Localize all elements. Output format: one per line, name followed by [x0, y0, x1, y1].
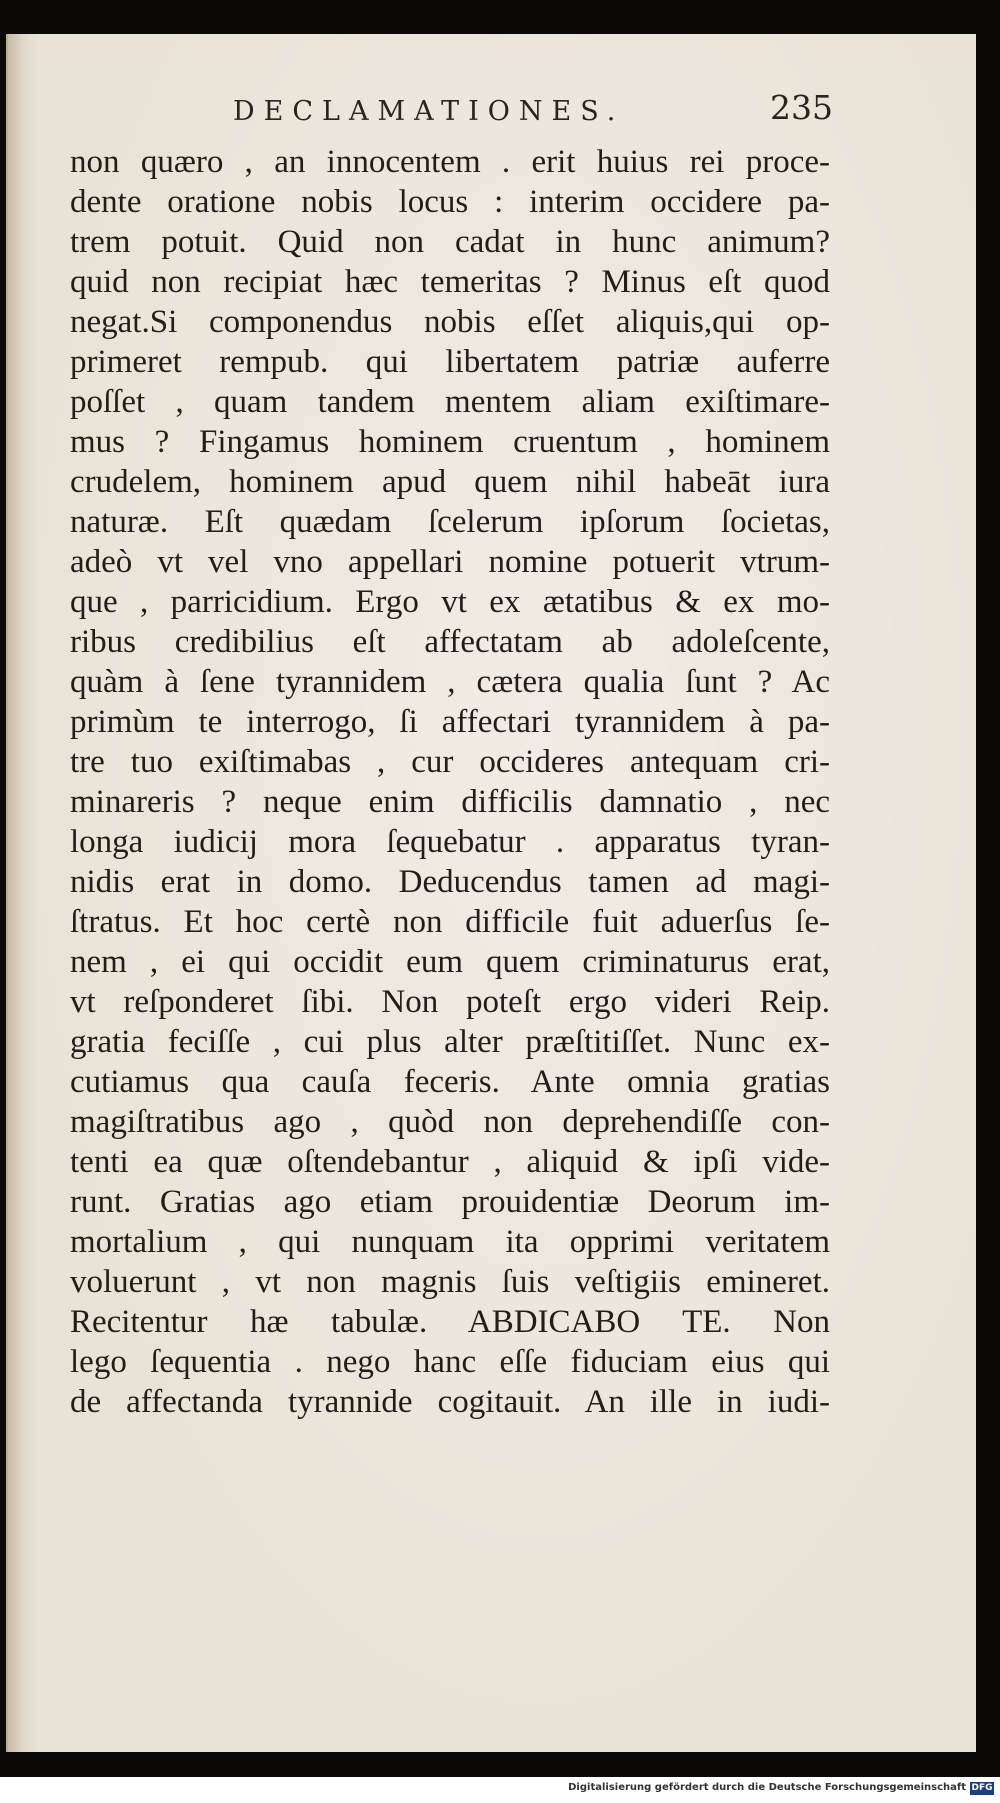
text-line: primùm te interrogo, ſi affectari tyrannidem à pa-: [70, 704, 830, 740]
text-line: runt. Gratias ago etiam prouidentiæ Deorum im-: [70, 1184, 830, 1220]
text-line: ſtratus. Et hoc certè non difficile fuit aduerſus ſe-: [70, 904, 830, 940]
text-line: cutiamus qua cauſa feceris. Ante omnia gratias: [70, 1064, 830, 1100]
text-line: tre tuo exiſtimabas , cur occideres antequam cri-: [70, 744, 830, 780]
text-line: adeò vt vel vno appellari nomine potuerit vtrum-: [70, 544, 830, 580]
text-line: vt reſponderet ſibi. Non poteſt ergo videri Reip.: [70, 984, 830, 1020]
text-line: quàm à ſene tyrannidem , cætera qualia ſunt ? Ac: [70, 664, 830, 700]
dfg-logo: DFG: [971, 1783, 993, 1793]
text-line: dente oratione nobis locus : interim occidere pa-: [70, 184, 830, 220]
text-line: Recitentur hæ tabulæ. ABDICABO TE. Non: [70, 1304, 830, 1340]
text-line: ribus credibilius eſt affectatam ab adoleſcente,: [70, 624, 830, 660]
text-line: non quæro , an innocentem . erit huius rei proce-: [70, 144, 830, 180]
text-line: negat.Si componendus nobis eſſet aliquis,qui op-: [70, 304, 830, 340]
text-line: de affectanda tyrannide cogitauit. An ille in iudi-: [70, 1384, 830, 1420]
text-line: nem , ei qui occidit eum quem criminaturus erat,: [70, 944, 830, 980]
text-line: trem potuit. Quid non cadat in hunc animum?: [70, 224, 830, 260]
book-page: [6, 34, 976, 1752]
text-line: que , parricidium. Ergo vt ex ætatibus & ex mo-: [70, 584, 830, 620]
text-line: longa iudicij mora ſequebatur . apparatus tyran-: [70, 824, 830, 860]
funding-credit: Digitalisierung gefördert durch die Deutsche Forschungsgemeinschaft: [568, 1782, 966, 1793]
text-line: gratia feciſſe , cui plus alter præſtitiſſet. Nunc ex-: [70, 1024, 830, 1060]
text-line: magiſtratibus ago , quòd non deprehendiſſe con-: [70, 1104, 830, 1140]
text-line: minareris ? neque enim difficilis damnatio , nec: [70, 784, 830, 820]
text-line: lego ſequentia . nego hanc eſſe fiduciam eius qui: [70, 1344, 830, 1380]
page-number: 235: [770, 88, 833, 127]
text-line: poſſet , quam tandem mentem aliam exiſtimare-: [70, 384, 830, 420]
text-line: naturæ. Eſt quædam ſcelerum ipſorum ſocietas,: [70, 504, 830, 540]
text-line: tenti ea quæ oſtendebantur , aliquid & ipſi vide-: [70, 1144, 830, 1180]
text-line: mortalium , qui nunquam ita opprimi veritatem: [70, 1224, 830, 1260]
text-line: crudelem, hominem apud quem nihil habeāt iura: [70, 464, 830, 500]
body-text: [70, 142, 830, 1422]
text-line: mus ? Fingamus hominem cruentum , hominem: [70, 424, 830, 460]
text-line: primeret rempub. qui libertatem patriæ auferre: [70, 344, 830, 380]
text-line: voluerunt , vt non magnis ſuis veſtigiis emineret.: [70, 1264, 830, 1300]
text-line: nidis erat in domo. Deducendus tamen ad magi-: [70, 864, 830, 900]
text-line: quid non recipiat hæc temeritas ? Minus eſt quod: [70, 264, 830, 300]
running-title: DECLAMATIONES.: [233, 96, 625, 127]
page-header: [233, 82, 833, 132]
footer-bar: [0, 1777, 1000, 1803]
page-gutter: [8, 34, 22, 1752]
